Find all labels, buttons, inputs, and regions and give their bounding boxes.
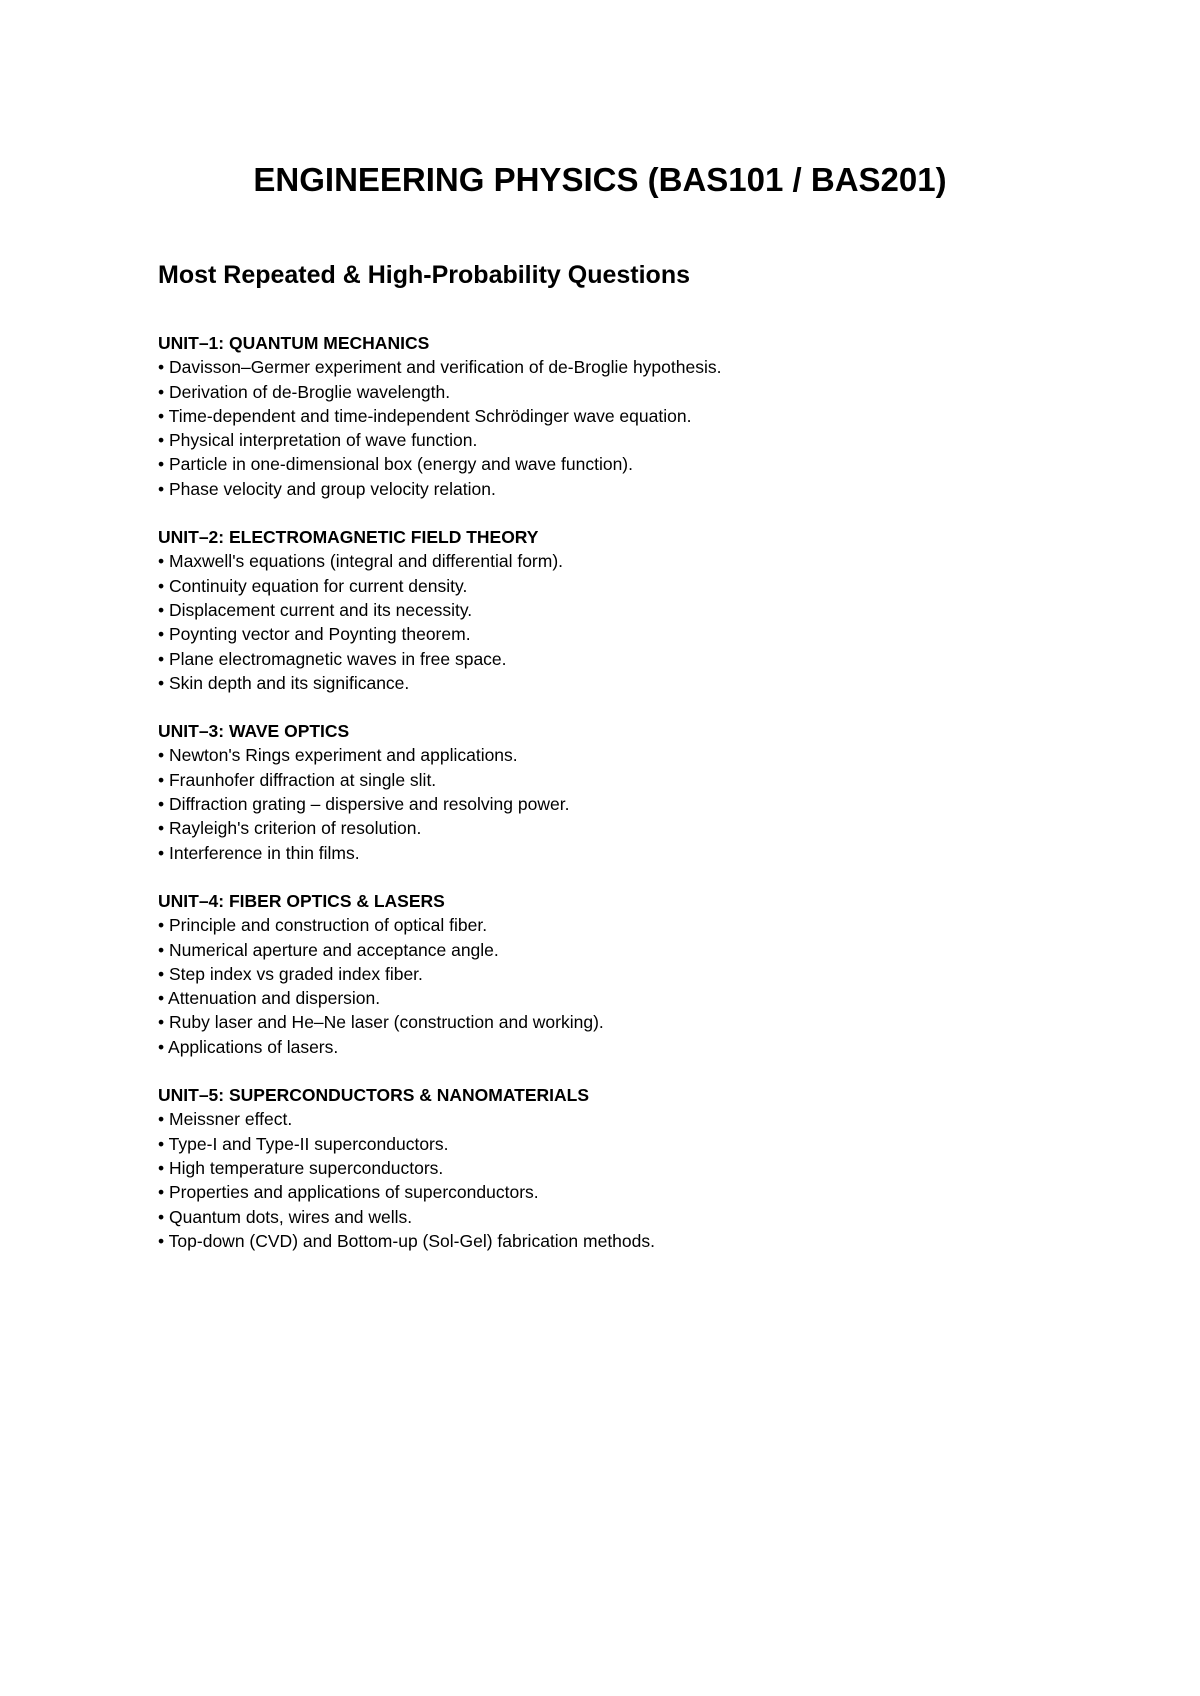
- unit-3-section: [158, 719, 1138, 865]
- list-item: • Maxwell's equations (integral and differential form).: [158, 551, 564, 572]
- list-item: • Properties and applications of superconductors.: [158, 1182, 539, 1203]
- page-title: ENGINEERING PHYSICS (BAS101 / BAS201): [253, 161, 947, 198]
- list-item: • Top-down (CVD) and Bottom-up (Sol-Gel) fabrication methods.: [158, 1230, 655, 1251]
- unit-heading: UNIT–1: QUANTUM MECHANICS: [158, 333, 430, 353]
- list-item: • Applications of lasers.: [158, 1036, 339, 1057]
- unit-question-list: [158, 913, 1138, 1059]
- list-item: • Poynting vector and Poynting theorem.: [158, 624, 471, 645]
- unit-4-section: [158, 889, 1138, 1059]
- list-item: • Ruby laser and He–Ne laser (construction and working).: [158, 1012, 604, 1033]
- list-item: • Meissner effect.: [158, 1109, 293, 1130]
- unit-heading: UNIT–5: SUPERCONDUCTORS & NANOMATERIALS: [158, 1085, 590, 1106]
- list-item: • Plane electromagnetic waves in free space.: [158, 648, 507, 669]
- unit-5-section: [158, 1083, 1138, 1253]
- unit-heading: UNIT–4: FIBER OPTICS & LASERS: [158, 890, 445, 911]
- list-item: • Displacement current and its necessity.: [158, 599, 473, 620]
- unit-heading: UNIT–3: WAVE OPTICS: [158, 721, 350, 742]
- unit-heading: UNIT–2: ELECTROMAGNETIC FIELD THEORY: [158, 527, 539, 548]
- list-item: • Derivation of de-Broglie wavelength.: [158, 381, 451, 402]
- units-container: [158, 331, 1138, 1277]
- unit-question-list: [158, 1107, 1138, 1253]
- list-item: • Quantum dots, wires and wells.: [158, 1206, 413, 1227]
- list-item: • Numerical aperture and acceptance angle.: [158, 939, 499, 960]
- list-item: • Diffraction grating – dispersive and resolving power.: [158, 794, 570, 815]
- unit-1-section: [158, 331, 1138, 501]
- list-item: • Phase velocity and group velocity relation.: [158, 478, 496, 499]
- list-item: • Rayleigh's criterion of resolution.: [158, 818, 422, 839]
- unit-2-section: [158, 525, 1138, 695]
- list-item: • Newton's Rings experiment and applications.: [158, 745, 518, 766]
- unit-question-list: [158, 355, 1138, 501]
- list-item: • Attenuation and dispersion.: [158, 988, 381, 1009]
- page-subtitle: Most Repeated & High-Probability Questions: [158, 261, 690, 289]
- list-item: • Davisson–Germer experiment and verification of de-Broglie hypothesis.: [158, 357, 722, 378]
- unit-question-list: [158, 743, 1138, 864]
- list-item: • Time-dependent and time-independent Schrödinger wave equation.: [158, 405, 692, 426]
- list-item: • Fraunhofer diffraction at single slit.: [158, 769, 437, 790]
- list-item: • Step index vs graded index fiber.: [158, 963, 423, 984]
- list-item: • Principle and construction of optical fiber.: [158, 915, 488, 936]
- list-item: • Skin depth and its significance.: [158, 672, 410, 693]
- unit-question-list: [158, 549, 1138, 695]
- list-item: • Physical interpretation of wave function.: [158, 430, 478, 451]
- list-item: • High temperature superconductors.: [158, 1157, 444, 1178]
- list-item: • Type-I and Type-II superconductors.: [158, 1133, 449, 1154]
- list-item: • Interference in thin films.: [158, 842, 360, 863]
- list-item: • Particle in one-dimensional box (energy and wave function).: [158, 454, 633, 475]
- list-item: • Continuity equation for current density.: [158, 575, 468, 596]
